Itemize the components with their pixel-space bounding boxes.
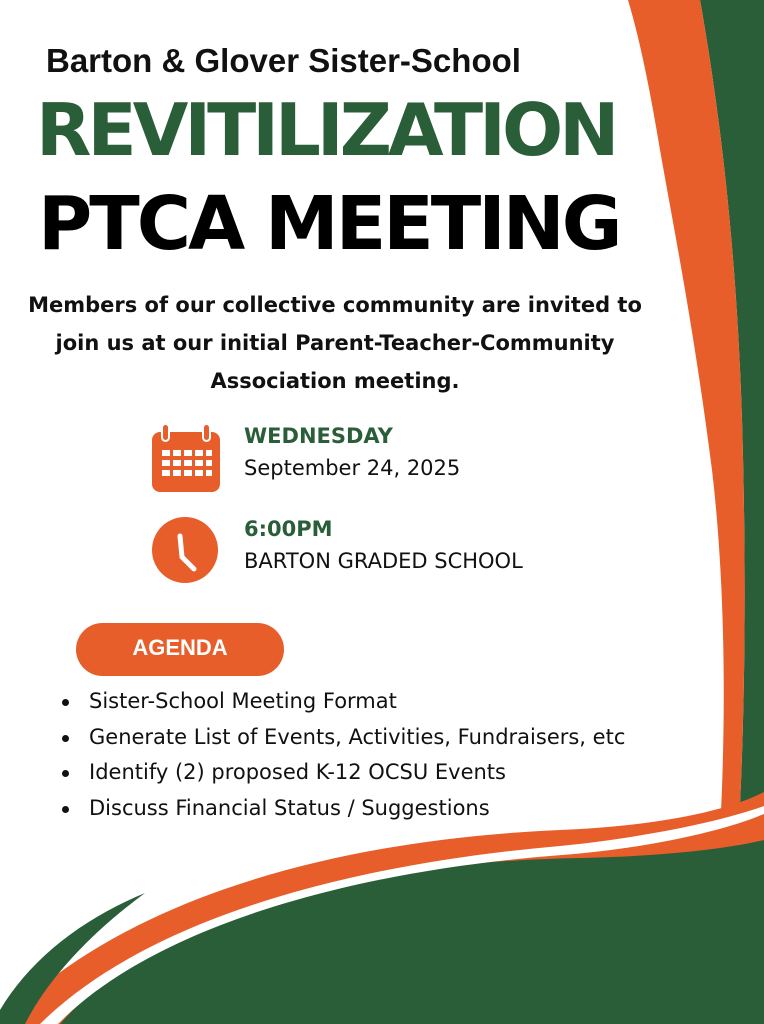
event-day-label: WEDNESDAY [244, 424, 393, 448]
agenda-item: Discuss Financial Status / Suggestions [62, 791, 625, 827]
event-location-value: BARTON GRADED SCHOOL [244, 549, 523, 573]
agenda-heading-pill [76, 623, 284, 676]
agenda-heading: AGENDA [132, 635, 228, 660]
agenda-item: Sister-School Meeting Format [62, 684, 625, 720]
event-time-label: 6:00PM [244, 517, 333, 541]
event-date-value: September 24, 2025 [244, 456, 461, 480]
title-revitilization: REVITILIZATION [36, 88, 616, 172]
agenda-list [62, 684, 625, 826]
agenda-item: Identify (2) proposed K-12 OCSU Events [62, 755, 625, 791]
title-ptca-meeting: PTCA MEETING [38, 181, 620, 267]
agenda-item: Generate List of Events, Activities, Fundraisers, etc [62, 720, 625, 756]
school-subtitle: Barton & Glover Sister-School [46, 42, 521, 79]
calendar-icon [150, 424, 222, 494]
intro-text: Members of our collective community are invited to join us at our initial Parent-Teacher-Community Association meeting. [28, 293, 642, 393]
clock-icon [150, 517, 222, 587]
